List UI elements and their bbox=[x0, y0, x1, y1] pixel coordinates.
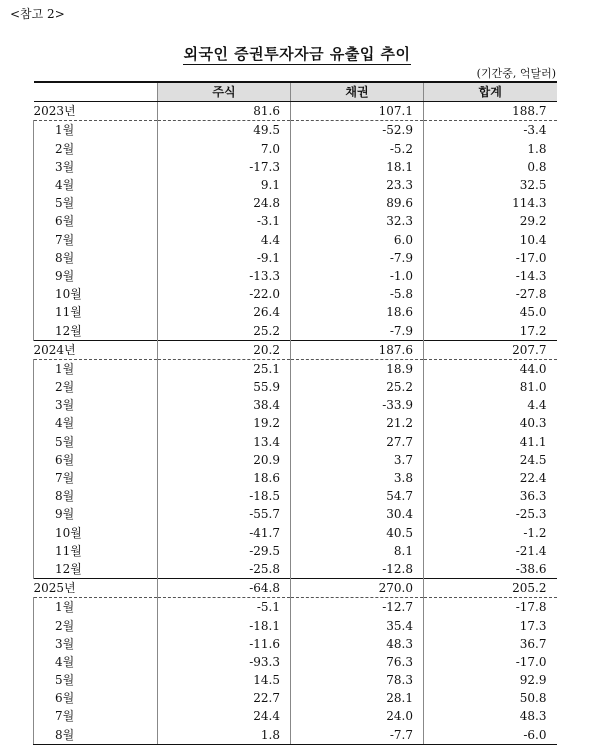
month-row bbox=[34, 176, 557, 194]
month-label: 10월 bbox=[34, 524, 158, 542]
month-label: 12월 bbox=[34, 321, 158, 340]
month-bonds-value: 24.0 bbox=[291, 707, 424, 725]
month-stocks-value: 20.9 bbox=[158, 451, 291, 469]
month-label: 5월 bbox=[34, 194, 158, 212]
month-stocks-value: 9.1 bbox=[158, 176, 291, 194]
month-bonds-value: 76.3 bbox=[291, 653, 424, 671]
month-bonds-value: 28.1 bbox=[291, 689, 424, 707]
month-label: 7월 bbox=[34, 469, 158, 487]
month-row bbox=[34, 359, 557, 378]
month-row bbox=[34, 707, 557, 725]
year-stocks-value: 20.2 bbox=[158, 340, 291, 359]
month-stocks-value: -9.1 bbox=[158, 249, 291, 267]
month-stocks-value: -29.5 bbox=[158, 542, 291, 560]
month-total-value: 44.0 bbox=[424, 359, 557, 378]
month-stocks-value: 14.5 bbox=[158, 671, 291, 689]
year-label: 2025년 bbox=[34, 579, 158, 598]
header-bonds: 채권 bbox=[291, 82, 424, 102]
year-label: 2024년 bbox=[34, 340, 158, 359]
month-bonds-value: 40.5 bbox=[291, 524, 424, 542]
month-stocks-value: 49.5 bbox=[158, 121, 291, 140]
year-bonds-value: 187.6 bbox=[291, 340, 424, 359]
month-total-value: 36.3 bbox=[424, 487, 557, 505]
month-bonds-value: -1.0 bbox=[291, 267, 424, 285]
month-label: 7월 bbox=[34, 707, 158, 725]
month-bonds-value: 30.4 bbox=[291, 505, 424, 523]
month-stocks-value: 25.1 bbox=[158, 359, 291, 378]
month-total-value: 81.0 bbox=[424, 378, 557, 396]
month-row bbox=[34, 378, 557, 396]
month-stocks-value: 24.4 bbox=[158, 707, 291, 725]
year-bonds-value: 107.1 bbox=[291, 102, 424, 121]
month-label: 9월 bbox=[34, 505, 158, 523]
month-stocks-value: -17.3 bbox=[158, 158, 291, 176]
month-label: 6월 bbox=[34, 689, 158, 707]
month-bonds-value: 18.6 bbox=[291, 303, 424, 321]
month-label: 2월 bbox=[34, 378, 158, 396]
month-row bbox=[34, 542, 557, 560]
month-total-value: -3.4 bbox=[424, 121, 557, 140]
month-total-value: 0.8 bbox=[424, 158, 557, 176]
year-row bbox=[34, 102, 557, 121]
unit-note: (기간중, 억달러) bbox=[476, 67, 556, 80]
month-total-value: -17.0 bbox=[424, 653, 557, 671]
month-total-value: 1.8 bbox=[424, 140, 557, 158]
month-total-value: -17.8 bbox=[424, 598, 557, 617]
month-label: 6월 bbox=[34, 212, 158, 230]
year-row bbox=[34, 579, 557, 598]
month-stocks-value: 18.6 bbox=[158, 469, 291, 487]
month-stocks-value: 26.4 bbox=[158, 303, 291, 321]
month-total-value: 10.4 bbox=[424, 231, 557, 249]
month-total-value: 29.2 bbox=[424, 212, 557, 230]
month-row bbox=[34, 212, 557, 230]
month-label: 1월 bbox=[34, 598, 158, 617]
month-stocks-value: 24.8 bbox=[158, 194, 291, 212]
month-total-value: -27.8 bbox=[424, 285, 557, 303]
month-stocks-value: 13.4 bbox=[158, 433, 291, 451]
month-bonds-value: 35.4 bbox=[291, 616, 424, 634]
month-row bbox=[34, 487, 557, 505]
month-bonds-value: 25.2 bbox=[291, 378, 424, 396]
table-title-text: 외국인 증권투자자금 유출입 추이 bbox=[183, 45, 411, 63]
month-row bbox=[34, 267, 557, 285]
month-bonds-value: -7.9 bbox=[291, 249, 424, 267]
month-total-value: 92.9 bbox=[424, 671, 557, 689]
month-label: 7월 bbox=[34, 231, 158, 249]
month-label: 5월 bbox=[34, 671, 158, 689]
month-total-value: 22.4 bbox=[424, 469, 557, 487]
month-label: 3월 bbox=[34, 396, 158, 414]
month-total-value: -25.3 bbox=[424, 505, 557, 523]
month-label: 4월 bbox=[34, 653, 158, 671]
month-stocks-value: -5.1 bbox=[158, 598, 291, 617]
month-label: 4월 bbox=[34, 176, 158, 194]
header-row bbox=[34, 82, 557, 102]
month-label: 4월 bbox=[34, 414, 158, 432]
month-total-value: -17.0 bbox=[424, 249, 557, 267]
flow-table bbox=[33, 81, 557, 745]
month-bonds-value: 3.7 bbox=[291, 451, 424, 469]
month-label: 5월 bbox=[34, 433, 158, 451]
month-stocks-value: -41.7 bbox=[158, 524, 291, 542]
month-stocks-value: 4.4 bbox=[158, 231, 291, 249]
month-total-value: 17.3 bbox=[424, 616, 557, 634]
month-bonds-value: 18.9 bbox=[291, 359, 424, 378]
month-total-value: -1.2 bbox=[424, 524, 557, 542]
month-row bbox=[34, 726, 557, 745]
month-total-value: 24.5 bbox=[424, 451, 557, 469]
month-row bbox=[34, 671, 557, 689]
year-total-value: 207.7 bbox=[424, 340, 557, 359]
month-row bbox=[34, 396, 557, 414]
month-bonds-value: -7.7 bbox=[291, 726, 424, 745]
month-label: 11월 bbox=[34, 303, 158, 321]
month-stocks-value: 38.4 bbox=[158, 396, 291, 414]
month-total-value: 32.5 bbox=[424, 176, 557, 194]
table-title bbox=[0, 43, 594, 64]
month-stocks-value: 7.0 bbox=[158, 140, 291, 158]
month-stocks-value: -22.0 bbox=[158, 285, 291, 303]
month-row bbox=[34, 121, 557, 140]
month-row bbox=[34, 689, 557, 707]
month-stocks-value: -25.8 bbox=[158, 560, 291, 579]
month-row bbox=[34, 653, 557, 671]
month-row bbox=[34, 616, 557, 634]
month-bonds-value: 8.1 bbox=[291, 542, 424, 560]
month-bonds-value: 23.3 bbox=[291, 176, 424, 194]
month-row bbox=[34, 194, 557, 212]
month-total-value: 50.8 bbox=[424, 689, 557, 707]
month-row bbox=[34, 249, 557, 267]
month-bonds-value: -5.2 bbox=[291, 140, 424, 158]
month-total-value: -6.0 bbox=[424, 726, 557, 745]
month-total-value: 45.0 bbox=[424, 303, 557, 321]
month-label: 3월 bbox=[34, 635, 158, 653]
month-row bbox=[34, 158, 557, 176]
year-total-value: 205.2 bbox=[424, 579, 557, 598]
month-row bbox=[34, 635, 557, 653]
month-label: 1월 bbox=[34, 359, 158, 378]
month-label: 9월 bbox=[34, 267, 158, 285]
month-stocks-value: -55.7 bbox=[158, 505, 291, 523]
month-row bbox=[34, 231, 557, 249]
month-bonds-value: 27.7 bbox=[291, 433, 424, 451]
month-label: 3월 bbox=[34, 158, 158, 176]
month-stocks-value: -93.3 bbox=[158, 653, 291, 671]
year-row bbox=[34, 340, 557, 359]
month-row bbox=[34, 285, 557, 303]
month-bonds-value: 6.0 bbox=[291, 231, 424, 249]
month-bonds-value: 54.7 bbox=[291, 487, 424, 505]
month-row bbox=[34, 524, 557, 542]
month-label: 1월 bbox=[34, 121, 158, 140]
header-blank bbox=[34, 82, 158, 102]
month-row bbox=[34, 433, 557, 451]
month-stocks-value: -3.1 bbox=[158, 212, 291, 230]
month-label: 8월 bbox=[34, 249, 158, 267]
month-label: 12월 bbox=[34, 560, 158, 579]
month-total-value: 17.2 bbox=[424, 321, 557, 340]
month-total-value: 4.4 bbox=[424, 396, 557, 414]
year-total-value: 188.7 bbox=[424, 102, 557, 121]
month-bonds-value: 21.2 bbox=[291, 414, 424, 432]
month-stocks-value: -18.1 bbox=[158, 616, 291, 634]
month-stocks-value: 19.2 bbox=[158, 414, 291, 432]
month-total-value: -14.3 bbox=[424, 267, 557, 285]
month-row bbox=[34, 469, 557, 487]
month-stocks-value: -11.6 bbox=[158, 635, 291, 653]
month-stocks-value: -18.5 bbox=[158, 487, 291, 505]
month-label: 6월 bbox=[34, 451, 158, 469]
reference-label: <참고 2> bbox=[10, 7, 65, 21]
month-label: 2월 bbox=[34, 140, 158, 158]
month-bonds-value: -5.8 bbox=[291, 285, 424, 303]
month-label: 11월 bbox=[34, 542, 158, 560]
month-total-value: -38.6 bbox=[424, 560, 557, 579]
month-stocks-value: -13.3 bbox=[158, 267, 291, 285]
month-bonds-value: -52.9 bbox=[291, 121, 424, 140]
month-stocks-value: 25.2 bbox=[158, 321, 291, 340]
month-total-value: 114.3 bbox=[424, 194, 557, 212]
month-total-value: 48.3 bbox=[424, 707, 557, 725]
month-label: 10월 bbox=[34, 285, 158, 303]
month-label: 8월 bbox=[34, 726, 158, 745]
month-row bbox=[34, 303, 557, 321]
header-total: 합계 bbox=[424, 82, 557, 102]
month-label: 2월 bbox=[34, 616, 158, 634]
month-bonds-value: 3.8 bbox=[291, 469, 424, 487]
year-stocks-value: -64.8 bbox=[158, 579, 291, 598]
year-stocks-value: 81.6 bbox=[158, 102, 291, 121]
month-row bbox=[34, 451, 557, 469]
month-row bbox=[34, 414, 557, 432]
month-stocks-value: 1.8 bbox=[158, 726, 291, 745]
month-total-value: -21.4 bbox=[424, 542, 557, 560]
header-stocks: 주식 bbox=[158, 82, 291, 102]
month-bonds-value: 48.3 bbox=[291, 635, 424, 653]
month-label: 8월 bbox=[34, 487, 158, 505]
month-bonds-value: -33.9 bbox=[291, 396, 424, 414]
month-row bbox=[34, 321, 557, 340]
month-bonds-value: -12.7 bbox=[291, 598, 424, 617]
month-row bbox=[34, 505, 557, 523]
month-total-value: 36.7 bbox=[424, 635, 557, 653]
month-bonds-value: -7.9 bbox=[291, 321, 424, 340]
month-row bbox=[34, 140, 557, 158]
month-stocks-value: 22.7 bbox=[158, 689, 291, 707]
table-body bbox=[34, 102, 557, 745]
year-bonds-value: 270.0 bbox=[291, 579, 424, 598]
month-bonds-value: 89.6 bbox=[291, 194, 424, 212]
month-bonds-value: 78.3 bbox=[291, 671, 424, 689]
month-bonds-value: 32.3 bbox=[291, 212, 424, 230]
month-total-value: 40.3 bbox=[424, 414, 557, 432]
month-total-value: 41.1 bbox=[424, 433, 557, 451]
month-bonds-value: 18.1 bbox=[291, 158, 424, 176]
month-row bbox=[34, 560, 557, 579]
month-row bbox=[34, 598, 557, 617]
month-bonds-value: -12.8 bbox=[291, 560, 424, 579]
year-label: 2023년 bbox=[34, 102, 158, 121]
month-stocks-value: 55.9 bbox=[158, 378, 291, 396]
